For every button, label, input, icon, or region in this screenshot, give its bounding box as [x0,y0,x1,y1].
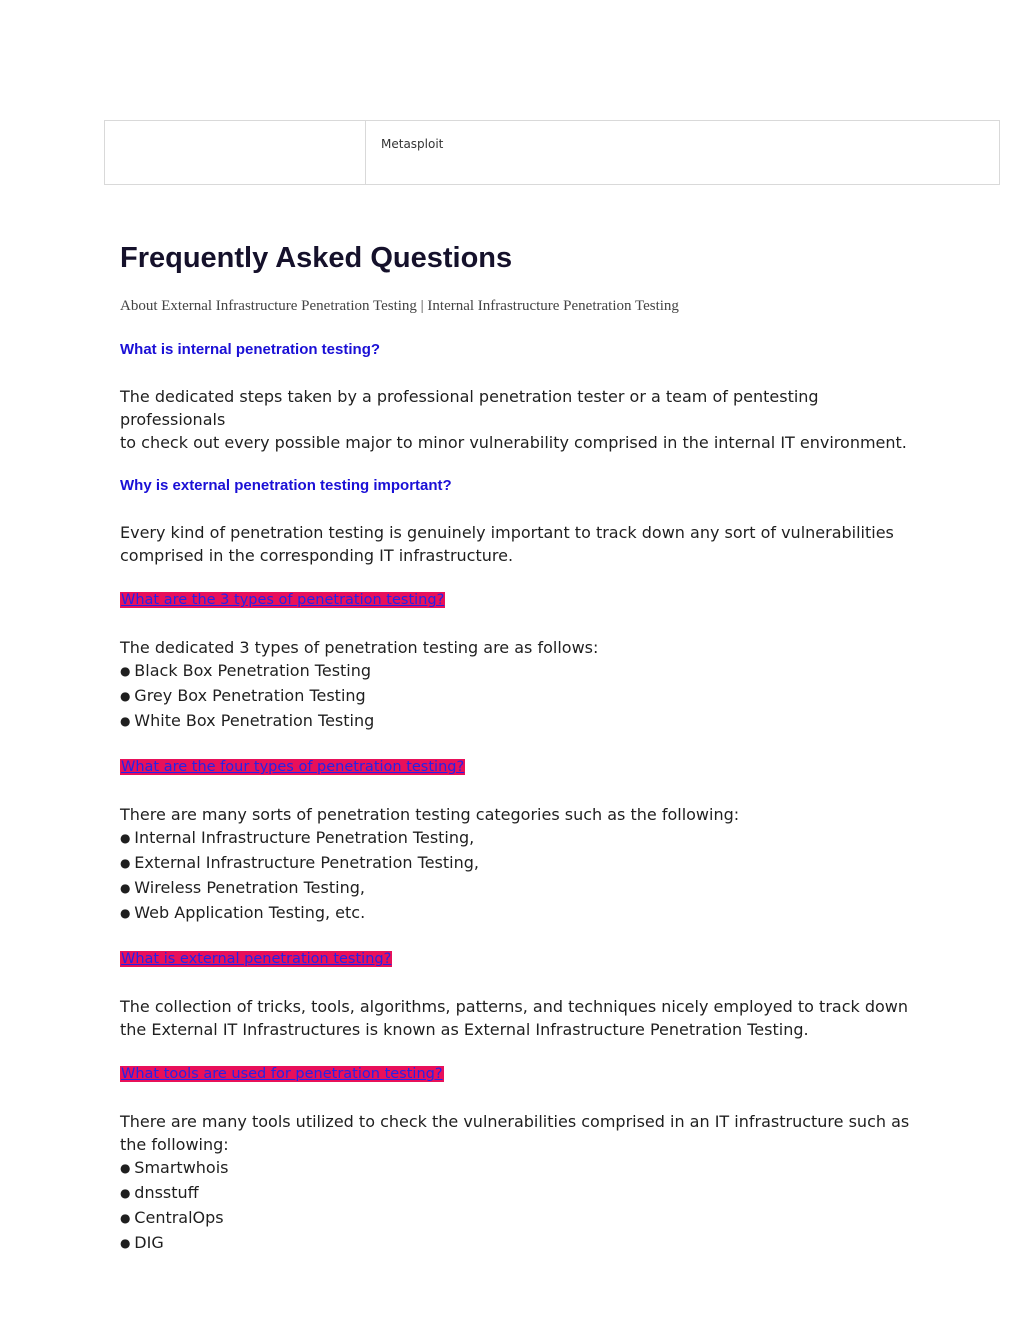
faq-answer: There are many sorts of penetration testing categories such as the following: ● Internal Infrastructure Penetration Testing, ● External Infrastructure Penetration Testing, ● Wireless Penetration Testing, ● Web Application Testing, etc. [120,803,920,926]
faq-answer: The dedicated 3 types of penetration testing are as follows: ● Black Box Penetration Testing ● Grey Box Penetration Testing ● White Box Penetration Testing [120,636,920,734]
bullet-item: ● White Box Penetration Testing [120,709,920,734]
faq-question: Why is external penetration testing important? [120,477,452,494]
bullet-item: ● dnsstuff [120,1181,920,1206]
faq-subtitle: About External Infrastructure Penetration Testing | Internal Infrastructure Penetration Testing [120,298,679,314]
faq-question-link[interactable]: What are the four types of penetration testing? [121,759,465,775]
faq-section [120,240,920,1256]
table-cell-left [105,121,366,184]
bullet-item: ● Smartwhois [120,1156,920,1181]
bullet-item: ● Internal Infrastructure Penetration Testing, [120,826,920,851]
faq-question: What is internal penetration testing? [120,341,381,358]
faq-question-link[interactable]: What are the 3 types of penetration testing? [121,592,445,608]
table-cell-right: Metasploit [381,137,444,151]
faq-question-link[interactable]: What is external penetration testing? [121,951,392,967]
top-table [104,120,1000,185]
bullet-item: ● Wireless Penetration Testing, [120,876,920,901]
faq-answer: The collection of tricks, tools, algorithms, patterns, and techniques nicely employed to track down the External IT Infrastructures is known as External Infrastructure Penetration Testing. [120,997,909,1039]
faq-item [120,1063,920,1256]
faq-item [120,756,920,926]
bullet-item: ● CentralOps [120,1206,920,1231]
faq-title: Frequently Asked Questions [120,242,513,274]
faq-item [120,476,920,567]
faq-question-highlighted[interactable] [120,756,920,778]
bullet-item: ● Black Box Penetration Testing [120,659,920,684]
faq-answer: There are many tools utilized to check the vulnerabilities comprised in an IT infrastructure such as the following: ● Smartwhois ● dnsstuff ● CentralOps ● DIG [120,1110,920,1256]
bullet-item: ● Grey Box Penetration Testing [120,684,920,709]
faq-item [120,589,920,734]
faq-item [120,340,920,454]
bullet-item: ● External Infrastructure Penetration Testing, [120,851,920,876]
faq-answer: The dedicated steps taken by a professional penetration tester or a team of pentesting professionals to check out every possible major to minor vulnerability comprised in the internal IT environment. [120,387,907,452]
faq-question-highlighted[interactable] [120,948,920,970]
faq-question-highlighted[interactable] [120,1063,920,1085]
bullet-item: ● Web Application Testing, etc. [120,901,920,926]
faq-question-highlighted[interactable] [120,589,920,611]
faq-item [120,948,920,1041]
bullet-item: ● DIG [120,1231,920,1256]
faq-question-link[interactable]: What tools are used for penetration testing? [121,1066,443,1082]
faq-answer: Every kind of penetration testing is genuinely important to track down any sort of vulnerabilities comprised in the corresponding IT infrastructure. [120,523,894,565]
